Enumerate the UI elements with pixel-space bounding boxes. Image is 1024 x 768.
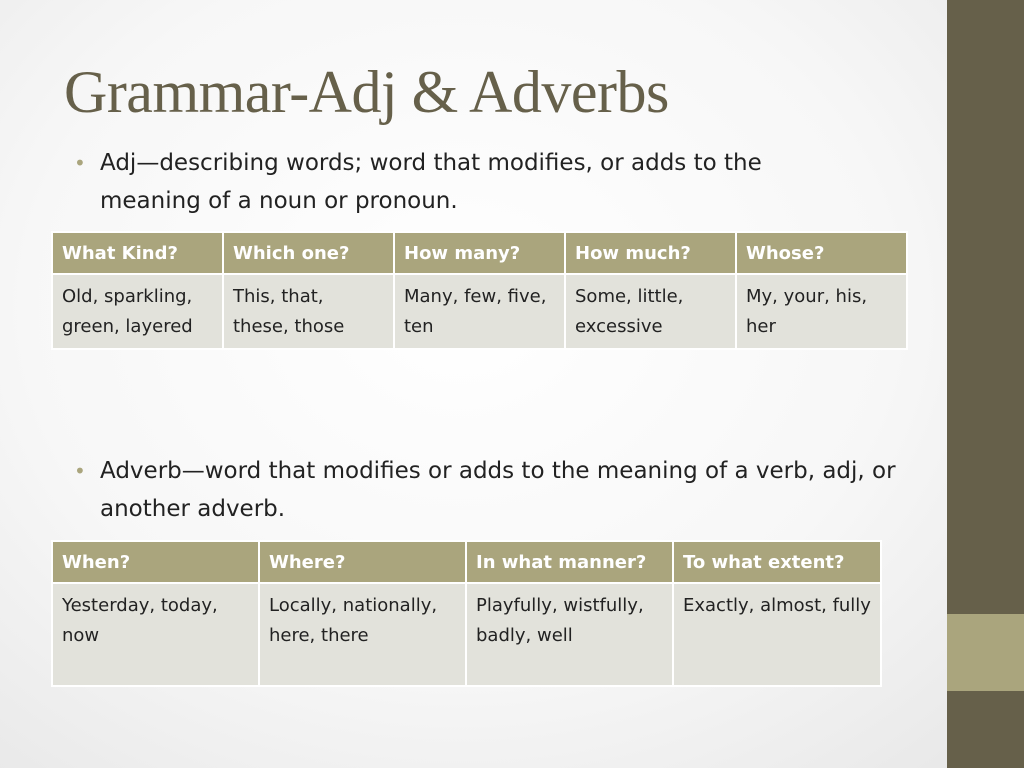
bullet-adverb bbox=[74, 452, 904, 528]
side-accent-block bbox=[947, 614, 1024, 691]
table-header-row bbox=[52, 541, 881, 583]
table-cell: My, your, his, her bbox=[736, 274, 907, 349]
table-header-row bbox=[52, 232, 907, 274]
header-cell: How much? bbox=[565, 232, 736, 274]
header-cell: Whose? bbox=[736, 232, 907, 274]
table-cell: Old, sparkling, green, layered bbox=[52, 274, 223, 349]
adjective-table bbox=[51, 231, 908, 350]
table-cell: Many, few, five, ten bbox=[394, 274, 565, 349]
adverb-table bbox=[51, 540, 882, 687]
table-cell: Playfully, wistfully, badly, well bbox=[466, 583, 673, 686]
header-cell: Which one? bbox=[223, 232, 394, 274]
table-cell: Some, little, excessive bbox=[565, 274, 736, 349]
header-cell: In what manner? bbox=[466, 541, 673, 583]
header-cell: When? bbox=[52, 541, 259, 583]
table-cell: Exactly, almost, fully bbox=[673, 583, 881, 686]
bullet-text: Adverb—word that modifies or adds to the meaning of a verb, adj, or another adverb. bbox=[100, 458, 896, 522]
bullet-marker: • bbox=[74, 459, 86, 483]
header-cell: To what extent? bbox=[673, 541, 881, 583]
header-cell: What Kind? bbox=[52, 232, 223, 274]
table-cell: Yesterday, today, now bbox=[52, 583, 259, 686]
header-cell: How many? bbox=[394, 232, 565, 274]
table-row bbox=[52, 274, 907, 349]
bullet-adjective bbox=[74, 144, 864, 220]
bullet-text: Adj—describing words; word that modifies, or adds to the meaning of a noun or pronoun. bbox=[100, 150, 762, 214]
table-cell: This, that, these, those bbox=[223, 274, 394, 349]
table-cell: Locally, nationally, here, there bbox=[259, 583, 466, 686]
header-cell: Where? bbox=[259, 541, 466, 583]
table-row bbox=[52, 583, 881, 686]
bullet-marker: • bbox=[74, 151, 86, 175]
slide-title: Grammar-Adj & Adverbs bbox=[64, 59, 669, 125]
